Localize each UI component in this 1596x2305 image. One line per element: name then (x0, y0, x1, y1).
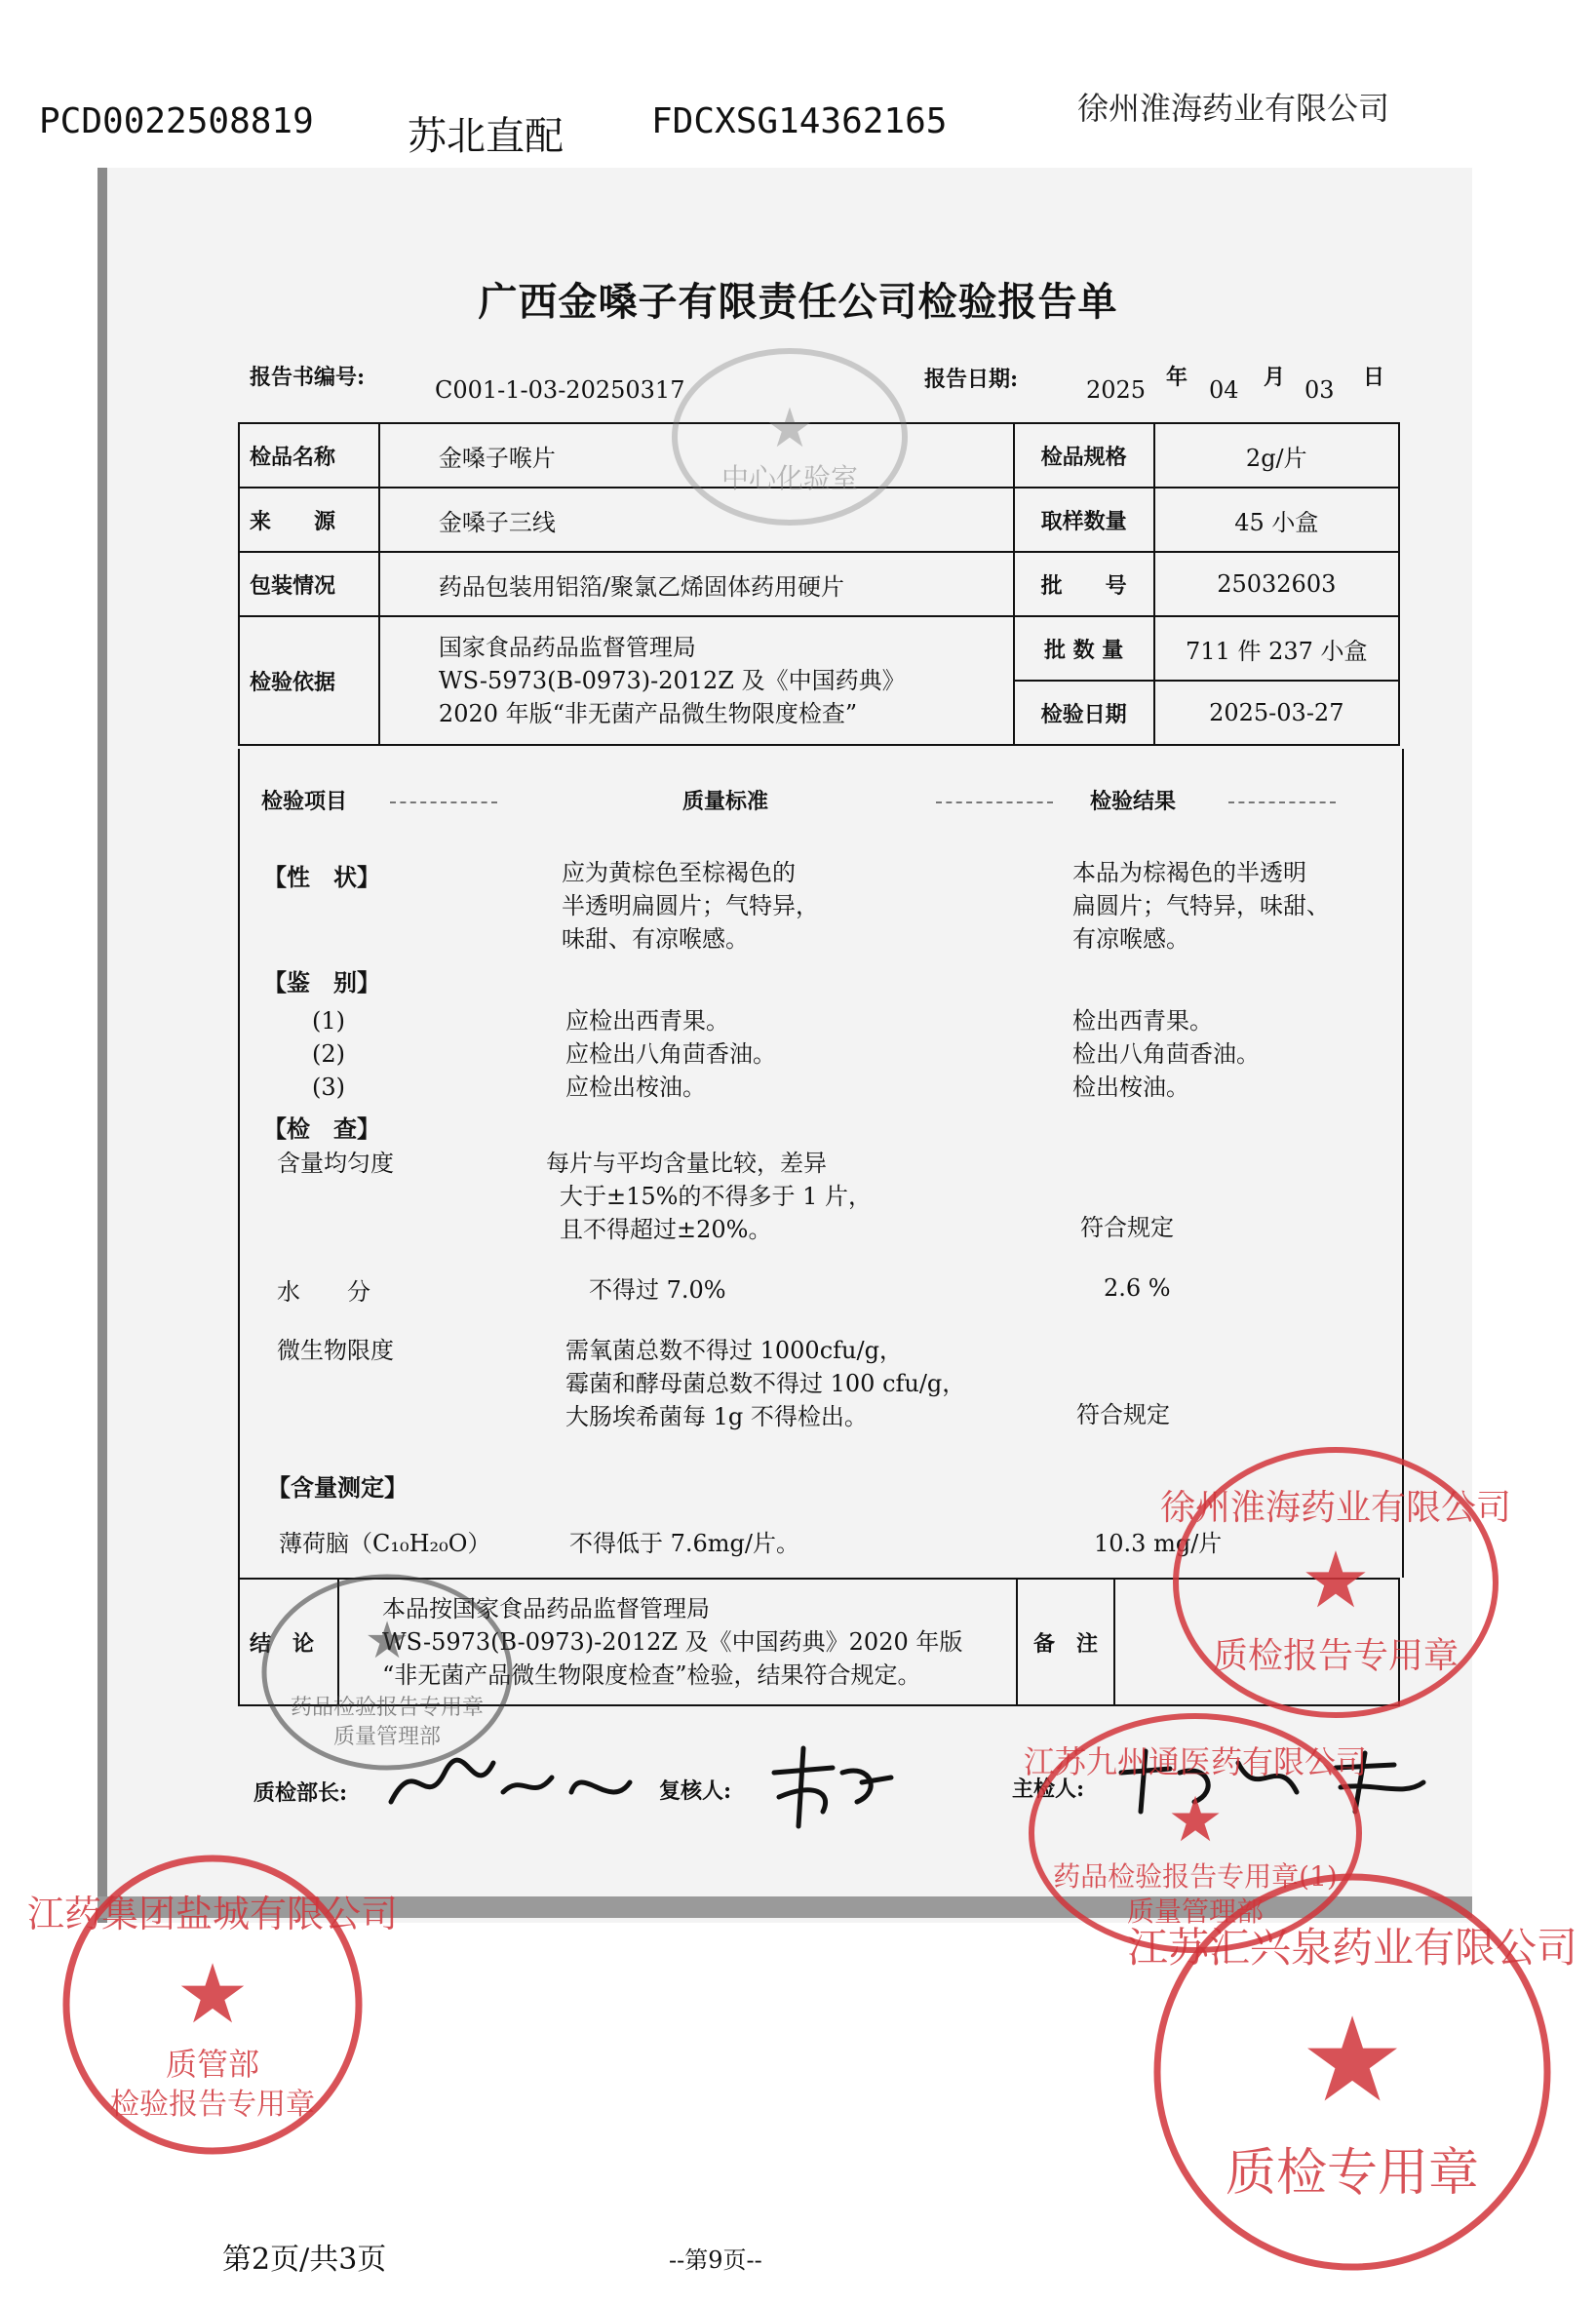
appearance-standard-3: 味甜、有凉喉感。 (562, 925, 749, 953)
report-date-year-unit: 年 (1166, 365, 1188, 390)
stamp5-line-1: 药品检验报告专用章 (290, 1696, 485, 1720)
remark-label: 备 注 (1017, 1579, 1114, 1705)
uniformity-standard-2: 大于±15%的不得多于 1 片， (560, 1183, 872, 1210)
identification-heading: 【鉴 别】 (263, 968, 380, 996)
conclusion-label: 结 论 (239, 1579, 338, 1705)
stamp3-line-1: 质管部 (165, 2046, 260, 2083)
reviewer-label: 复核人: (659, 1778, 732, 1804)
divider (1228, 801, 1336, 803)
appearance-heading: 【性 状】 (263, 863, 380, 891)
spec-label: 检品规格 (1014, 423, 1154, 488)
uniformity-label: 含量均匀度 (277, 1150, 394, 1177)
report-date-day-unit: 日 (1363, 365, 1385, 390)
batch-no-value: 25032603 (1154, 552, 1399, 616)
star-icon: ★ (764, 397, 815, 460)
divider (936, 801, 1053, 803)
water-result: 2.6 % (1104, 1274, 1171, 1302)
basis-label: 检验依据 (239, 616, 379, 745)
stamp3-line-2: 检验报告专用章 (110, 2088, 315, 2122)
stamp2-line-2: 质量管理部 (1126, 1895, 1265, 1928)
stamp-huixingquan (1126, 1868, 1578, 2276)
assay-heading: 【含量测定】 (267, 1473, 408, 1502)
ident-number-1: (1) (312, 1007, 345, 1035)
stamp-qa-dept (255, 1568, 519, 1777)
lab-stamp (663, 339, 916, 534)
divider (390, 801, 497, 803)
menthol-result: 10.3 mg/片 (1094, 1530, 1223, 1557)
batch-qty-label: 批 数 量 (1014, 616, 1154, 681)
report-date-day: 03 (1304, 376, 1335, 404)
ident-standard-3: 应检出桉油。 (565, 1074, 706, 1101)
microbial-standard-2: 霉菌和酵母菌总数不得过 100 cfu/g， (565, 1370, 966, 1397)
appearance-standard-1: 应为黄棕色至棕褐色的 (562, 859, 796, 886)
stamp4-top: 江苏汇兴泉药业有限公司 (1126, 1924, 1578, 1972)
ident-number-3: (3) (312, 1074, 345, 1101)
product-name: 金嗓子喉片 (379, 423, 1014, 488)
spec-value: 2g/片 (1154, 423, 1399, 488)
column-item: 检验项目 (261, 789, 348, 814)
stamp2-line-1: 药品检验报告专用章(1) (1053, 1860, 1338, 1893)
appearance-result-3: 有凉喉感。 (1072, 925, 1189, 953)
stamp2-top: 江苏九州通医药有限公司 (1023, 1743, 1368, 1780)
stamp3-top: 江药集团盐城有限公司 (26, 1893, 399, 1935)
appearance-standard-2: 半透明扁圆片；气特异， (562, 892, 819, 919)
stamp5-line-2: 质量管理部 (332, 1725, 442, 1749)
appearance-result-1: 本品为棕褐色的半透明 (1072, 859, 1306, 886)
star-icon: ★ (175, 1946, 250, 2042)
conclusion-line-2: WS-5973(B-0973)-2012Z 及《中国药典》2020 年版 (382, 1628, 963, 1656)
stamp-yancheng (26, 1849, 399, 2161)
package-value: 药品包装用铝箔/聚氯乙烯固体药用硬片 (379, 552, 1014, 616)
sample-qty-value: 45 小盒 (1154, 488, 1399, 552)
ident-standard-1: 应检出西青果。 (565, 1007, 729, 1035)
menthol-label: 薄荷脑（C₁₀H₂₀O） (279, 1530, 491, 1557)
menthol-standard: 不得低于 7.6mg/片。 (569, 1530, 800, 1557)
appearance-result-2: 扁圆片；气特异，味甜、 (1072, 892, 1330, 919)
product-name-label: 检品名称 (239, 423, 379, 488)
ident-number-2: (2) (312, 1040, 345, 1068)
reviewer-signature (764, 1743, 901, 1846)
microbial-label: 微生物限度 (277, 1337, 394, 1364)
basis-line-1: 国家食品药品监督管理局 (438, 634, 696, 661)
sample-qty-label: 取样数量 (1014, 488, 1154, 552)
basis-line-3: 2020 年版“非无菌产品微生物限度检查” (438, 700, 858, 727)
star-icon: ★ (1167, 1784, 1224, 1856)
page-indicator: 第2页/共3页 (222, 2243, 387, 2277)
inspector-label: 主检人: (1012, 1777, 1085, 1802)
uniformity-standard-1: 每片与平均含量比较，差异 (546, 1150, 827, 1177)
report-date-month-unit: 月 (1264, 365, 1286, 390)
code-right: FDCXSG14362165 (651, 101, 948, 141)
report-date-month: 04 (1209, 376, 1239, 404)
batch-no-label: 批 号 (1014, 552, 1154, 616)
code-left: PCD0022508819 (39, 101, 314, 141)
microbial-result: 符合规定 (1076, 1401, 1170, 1428)
check-heading: 【检 查】 (263, 1114, 380, 1143)
sheet-indicator: --第9页-- (669, 2246, 762, 2274)
stamp4-bottom: 质检专用章 (1225, 2144, 1480, 2203)
report-number-label: 报告书编号: (250, 365, 366, 390)
uniformity-standard-3: 且不得超过±20%。 (560, 1216, 772, 1243)
package-label: 包装情况 (239, 552, 379, 616)
report-date-label: 报告日期: (924, 367, 1019, 392)
star-icon: ★ (364, 1612, 410, 1670)
stamp-xuzhou (1159, 1441, 1512, 1724)
star-icon: ★ (1300, 1993, 1405, 2129)
uniformity-result: 符合规定 (1080, 1214, 1174, 1241)
ident-result-1: 检出西青果。 (1072, 1007, 1213, 1035)
ident-result-2: 检出八角茴香油。 (1072, 1040, 1260, 1068)
water-label: 水 分 (277, 1278, 370, 1306)
report-date-year: 2025 (1086, 376, 1147, 404)
basis-line-2: WS-5973(B-0973)-2012Z 及《中国药典》 (438, 667, 906, 694)
column-result: 检验结果 (1090, 789, 1177, 814)
company-name-top: 徐州淮海药业有限公司 (1077, 90, 1390, 127)
conclusion-line-1: 本品按国家食品药品监督管理局 (382, 1595, 710, 1622)
qc-head-label: 质检部长: (253, 1780, 348, 1806)
source-label: 来 源 (239, 488, 379, 552)
basis-value (379, 616, 1014, 745)
water-standard: 不得过 7.0% (589, 1276, 726, 1304)
ident-standard-2: 应检出八角茴香油。 (565, 1040, 776, 1068)
test-date-label: 检验日期 (1014, 681, 1154, 745)
stamp6-text: 中心化验室 (720, 462, 859, 494)
microbial-standard-3: 大肠埃希菌每 1g 不得检出。 (565, 1403, 868, 1430)
report-title: 广西金嗓子有限责任公司检验报告单 (478, 279, 1118, 325)
column-standard: 质量标准 (682, 789, 769, 814)
code-middle: 苏北直配 (408, 114, 564, 159)
ident-result-3: 检出桉油。 (1072, 1074, 1189, 1101)
source-value: 金嗓子三线 (379, 488, 1014, 552)
report-number: C001-1-03-20250317 (435, 376, 685, 404)
test-date-value: 2025-03-27 (1154, 681, 1399, 745)
stamp1-top: 徐州淮海药业有限公司 (1159, 1488, 1512, 1528)
conclusion-line-3: “非无菌产品微生物限度检查”检验，结果符合规定。 (382, 1661, 921, 1689)
microbial-standard-1: 需氧菌总数不得过 1000cfu/g， (565, 1337, 903, 1364)
star-icon: ★ (1301, 1535, 1371, 1625)
stamp1-bottom: 质检报告专用章 (1212, 1636, 1460, 1676)
batch-qty-value: 711 件 237 小盒 (1154, 616, 1399, 681)
